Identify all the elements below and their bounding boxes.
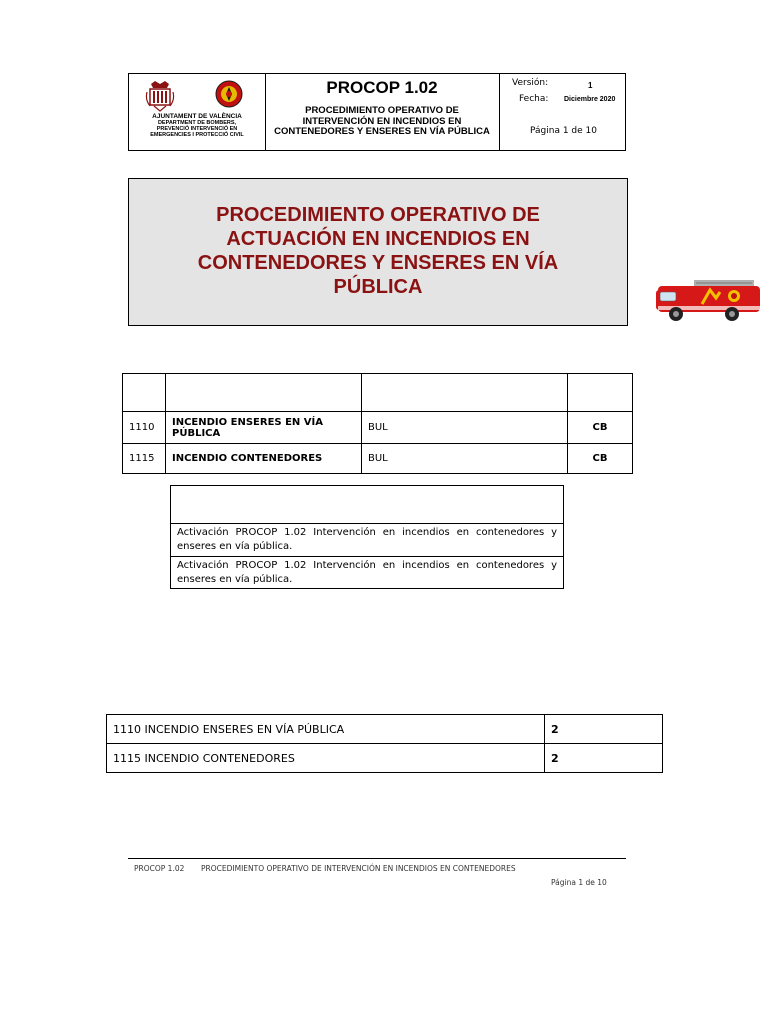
incident-name: INCENDIO CONTENEDORES	[166, 444, 362, 474]
table-header-cell	[171, 486, 564, 524]
activation-text: Activación PROCOP 1.02 Intervención en incendios en contenedores y enseres en vía pública.	[171, 557, 564, 589]
footer-title: PROCEDIMIENTO OPERATIVO DE INTERVENCIÓN EN INCENDIOS EN CONTENEDORES	[201, 864, 516, 873]
version-value: 1	[588, 81, 593, 90]
table-row	[107, 744, 663, 773]
header-meta-cell	[500, 74, 625, 150]
organization-name	[131, 114, 263, 138]
activation-text: Activación PROCOP 1.02 Intervención en incendios en contenedores y enseres en vía pública.	[171, 524, 564, 557]
table-header-cell	[362, 374, 568, 412]
valencia-crest-icon	[145, 80, 175, 112]
document-code: PROCOP 1.02	[326, 78, 438, 97]
incident-type: CB	[568, 412, 633, 444]
incident-name: INCENDIO ENSERES EN VÍA PÚBLICA	[166, 412, 362, 444]
incident-codes-table	[122, 373, 633, 474]
incident-code: 1115	[123, 444, 166, 474]
table-row	[123, 444, 633, 474]
date-label: Fecha:	[519, 94, 549, 104]
summary-value: 2	[545, 715, 663, 744]
org-line: DEPARTMENT DE BOMBERS,	[157, 120, 237, 126]
main-title: PROCEDIMIENTO OPERATIVO DE ACTUACIÓN EN INCENDIOS EN CONTENEDORES Y ENSERES EN VÍA PÚBLICA	[197, 203, 559, 298]
summary-table	[106, 714, 663, 773]
footer-code: PROCOP 1.02	[134, 864, 185, 873]
footer-rule	[128, 858, 626, 859]
table-header-row	[123, 374, 633, 412]
date-value: Diciembre 2020	[564, 96, 616, 103]
firefighters-badge-icon	[215, 80, 243, 108]
document-subtitle: PROCEDIMIENTO OPERATIVO DE INTERVENCIÓN EN INCENDIOS EN CONTENEDORES Y ENSERES EN VÍA PÚBLICA	[274, 105, 490, 137]
summary-label: 1110 INCENDIO ENSERES EN VÍA PÚBLICA	[107, 715, 545, 744]
table-header-cell	[568, 374, 633, 412]
table-row	[123, 412, 633, 444]
table-row	[107, 715, 663, 744]
fire-truck-icon	[654, 276, 764, 322]
summary-label: 1115 INCENDIO CONTENEDORES	[107, 744, 545, 773]
incident-unit: BUL	[362, 444, 568, 474]
table-row	[171, 557, 564, 589]
document-header	[128, 73, 626, 151]
summary-value: 2	[545, 744, 663, 773]
header-logos-cell	[129, 74, 266, 150]
page-label: Página 1 de 10	[530, 126, 597, 136]
title-box	[128, 178, 628, 326]
table-header-cell	[166, 374, 362, 412]
table-header-cell	[123, 374, 166, 412]
table-header-row	[171, 486, 564, 524]
org-line: AJUNTAMENT DE VALÈNCIA	[152, 113, 242, 120]
footer-page: Página 1 de 10	[551, 878, 607, 887]
org-line: PREVENCIÓ INTERVENCIÓ EN	[156, 126, 238, 132]
version-label: Versión:	[512, 78, 549, 88]
table-row	[171, 524, 564, 557]
incident-unit: BUL	[362, 412, 568, 444]
header-title-cell	[265, 74, 500, 150]
activation-table	[170, 485, 564, 589]
incident-code: 1110	[123, 412, 166, 444]
org-line: EMERGENCIES I PROTECCIÓ CIVIL	[150, 132, 244, 138]
incident-type: CB	[568, 444, 633, 474]
